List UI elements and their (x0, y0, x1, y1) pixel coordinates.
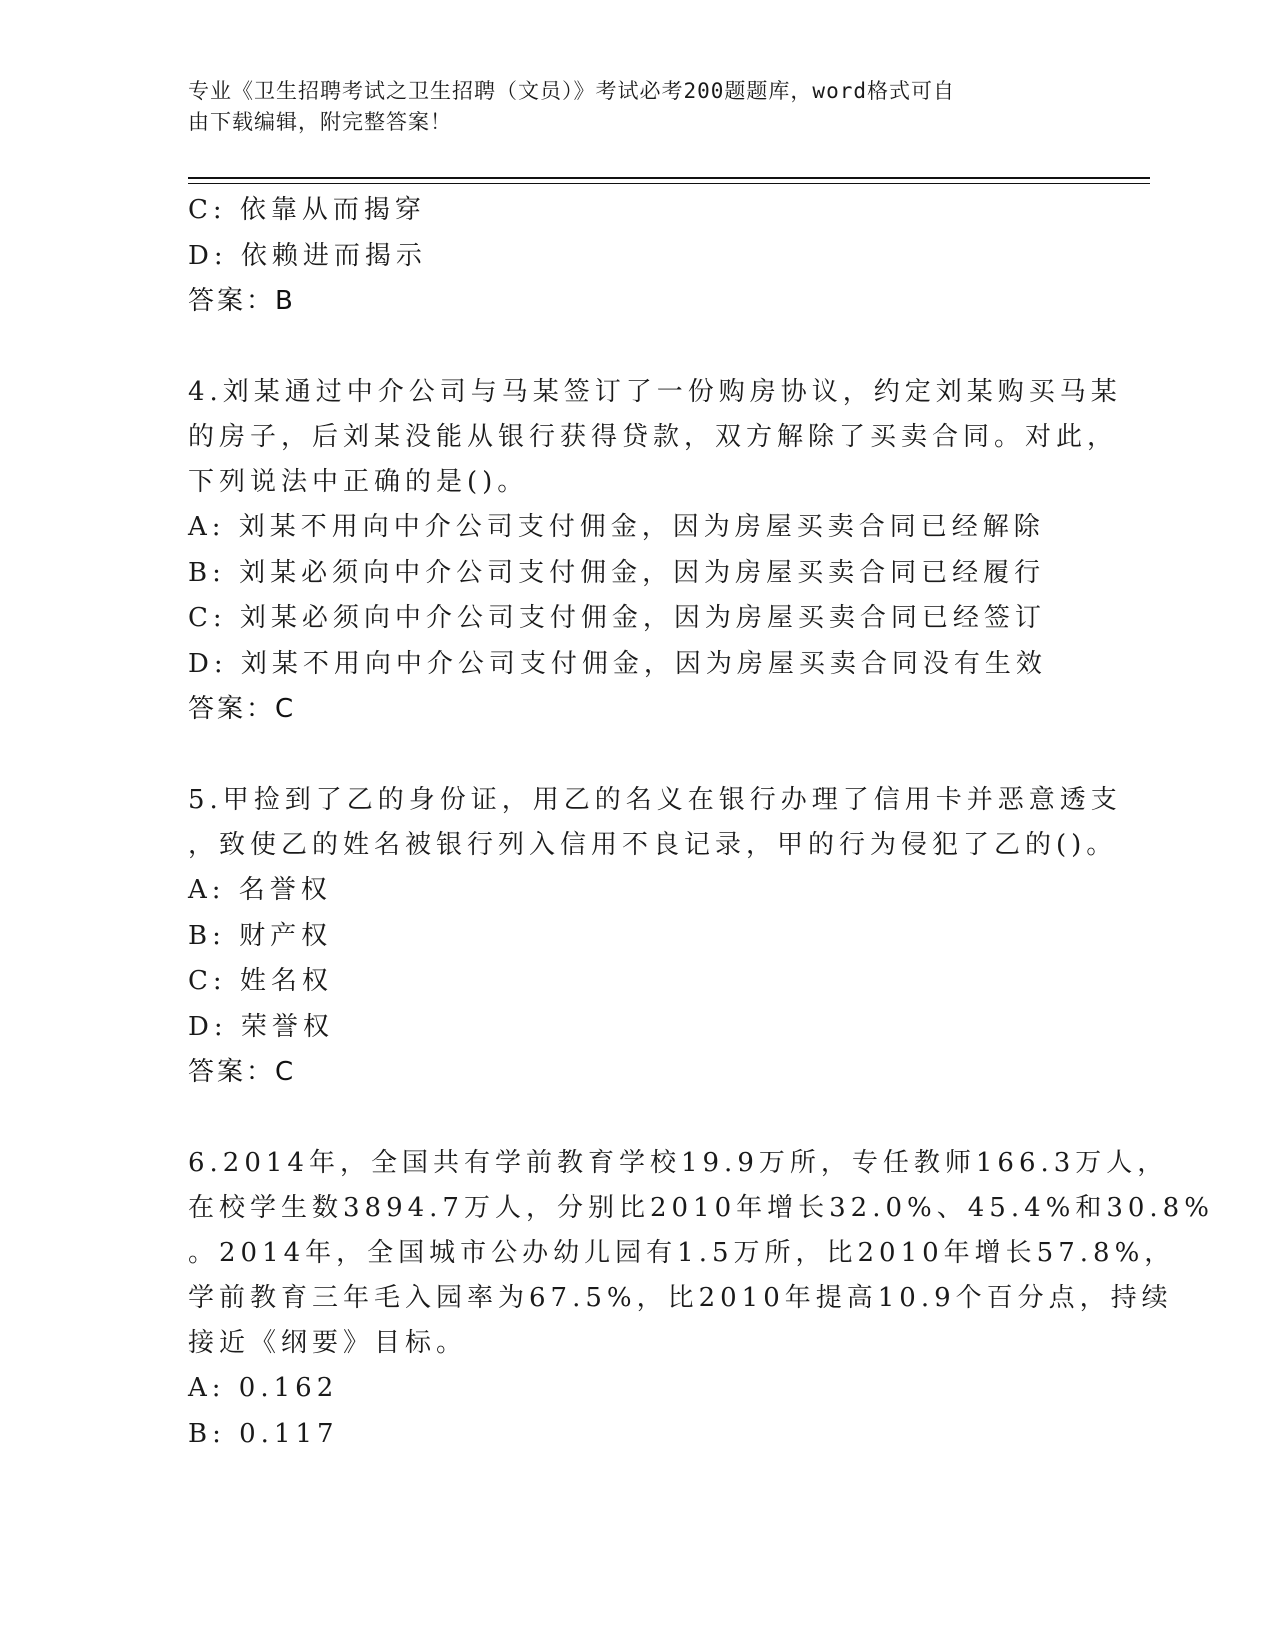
question-stem-line: 。2014年，全国城市公办幼儿园有1.5万所，比2010年增长57.8%， (188, 1238, 1176, 1268)
option-c: C: 刘某必须向中介公司支付佣金，因为房屋买卖合同已经签订 (188, 603, 1046, 633)
question-stem-line: 的房子，后刘某没能从银行获得贷款，双方解除了买卖合同。对此， (188, 422, 1119, 452)
question-stem-line: 5.甲捡到了乙的身份证，用乙的名义在银行办理了信用卡并恶意透支 (188, 785, 1122, 815)
option-d: D: 依赖进而揭示 (188, 240, 427, 271)
answer-line: 答案：C (188, 1057, 297, 1087)
question-stem-line: ，致使乙的姓名被银行列入信用不良记录，甲的行为侵犯了乙的()。 (188, 830, 1118, 860)
question-spacer (188, 732, 1088, 778)
question-stem-line: 下列说法中正确的是()。 (188, 467, 529, 497)
header-divider-thick (188, 177, 1150, 179)
header-line-2: 由下载编辑，附完整答案！ (188, 110, 452, 134)
option-a: A: 名誉权 (188, 875, 332, 905)
option-d: D: 荣誉权 (188, 1011, 334, 1042)
option-c: C: 依靠从而揭穿 (188, 195, 426, 225)
question-spacer (188, 1095, 1088, 1141)
question-stem-line: 4.刘某通过中介公司与马某签订了一份购房协议，约定刘某购买马某 (188, 377, 1122, 407)
header-divider-thin (188, 183, 1150, 184)
option-b: B: 刘某必须向中介公司支付佣金，因为房屋买卖合同已经履行 (188, 557, 1046, 588)
question-stem-line: 6.2014年，全国共有学前教育学校19.9万所，专任教师166.3万人， (188, 1148, 1169, 1178)
question-5 (188, 778, 1122, 1095)
question-list (188, 188, 1214, 1457)
option-b: B: 财产权 (188, 920, 333, 951)
option-a: A: 刘某不用向中介公司支付佣金，因为房屋买卖合同已经解除 (188, 512, 1045, 542)
question-stem-line: 在校学生数3894.7万人，分别比2010年增长32.0%、45.4%和30.8% (188, 1193, 1214, 1223)
answer-line: 答案：C (188, 694, 297, 724)
question-4 (188, 370, 1122, 732)
header-line-1: 专业《卫生招聘考试之卫生招聘（文员）》考试必考200题题库，word格式可自 (188, 79, 955, 103)
option-b: B: 0.117 (188, 1418, 339, 1449)
document-header (188, 76, 1068, 138)
question-spacer (188, 324, 1088, 370)
question-6 (188, 1141, 1214, 1457)
answer-line: 答案：B (188, 286, 296, 316)
option-d: D: 刘某不用向中介公司支付佣金，因为房屋买卖合同没有生效 (188, 648, 1047, 679)
question-stem-line: 学前教育三年毛入园率为67.5%，比2010年提高10.9个百分点，持续 (188, 1283, 1173, 1313)
option-a: A: 0.162 (188, 1373, 339, 1403)
question-stem-line: 接近《纲要》目标。 (188, 1328, 468, 1358)
option-c: C: 姓名权 (188, 966, 333, 996)
question-3-continued (188, 188, 1088, 324)
